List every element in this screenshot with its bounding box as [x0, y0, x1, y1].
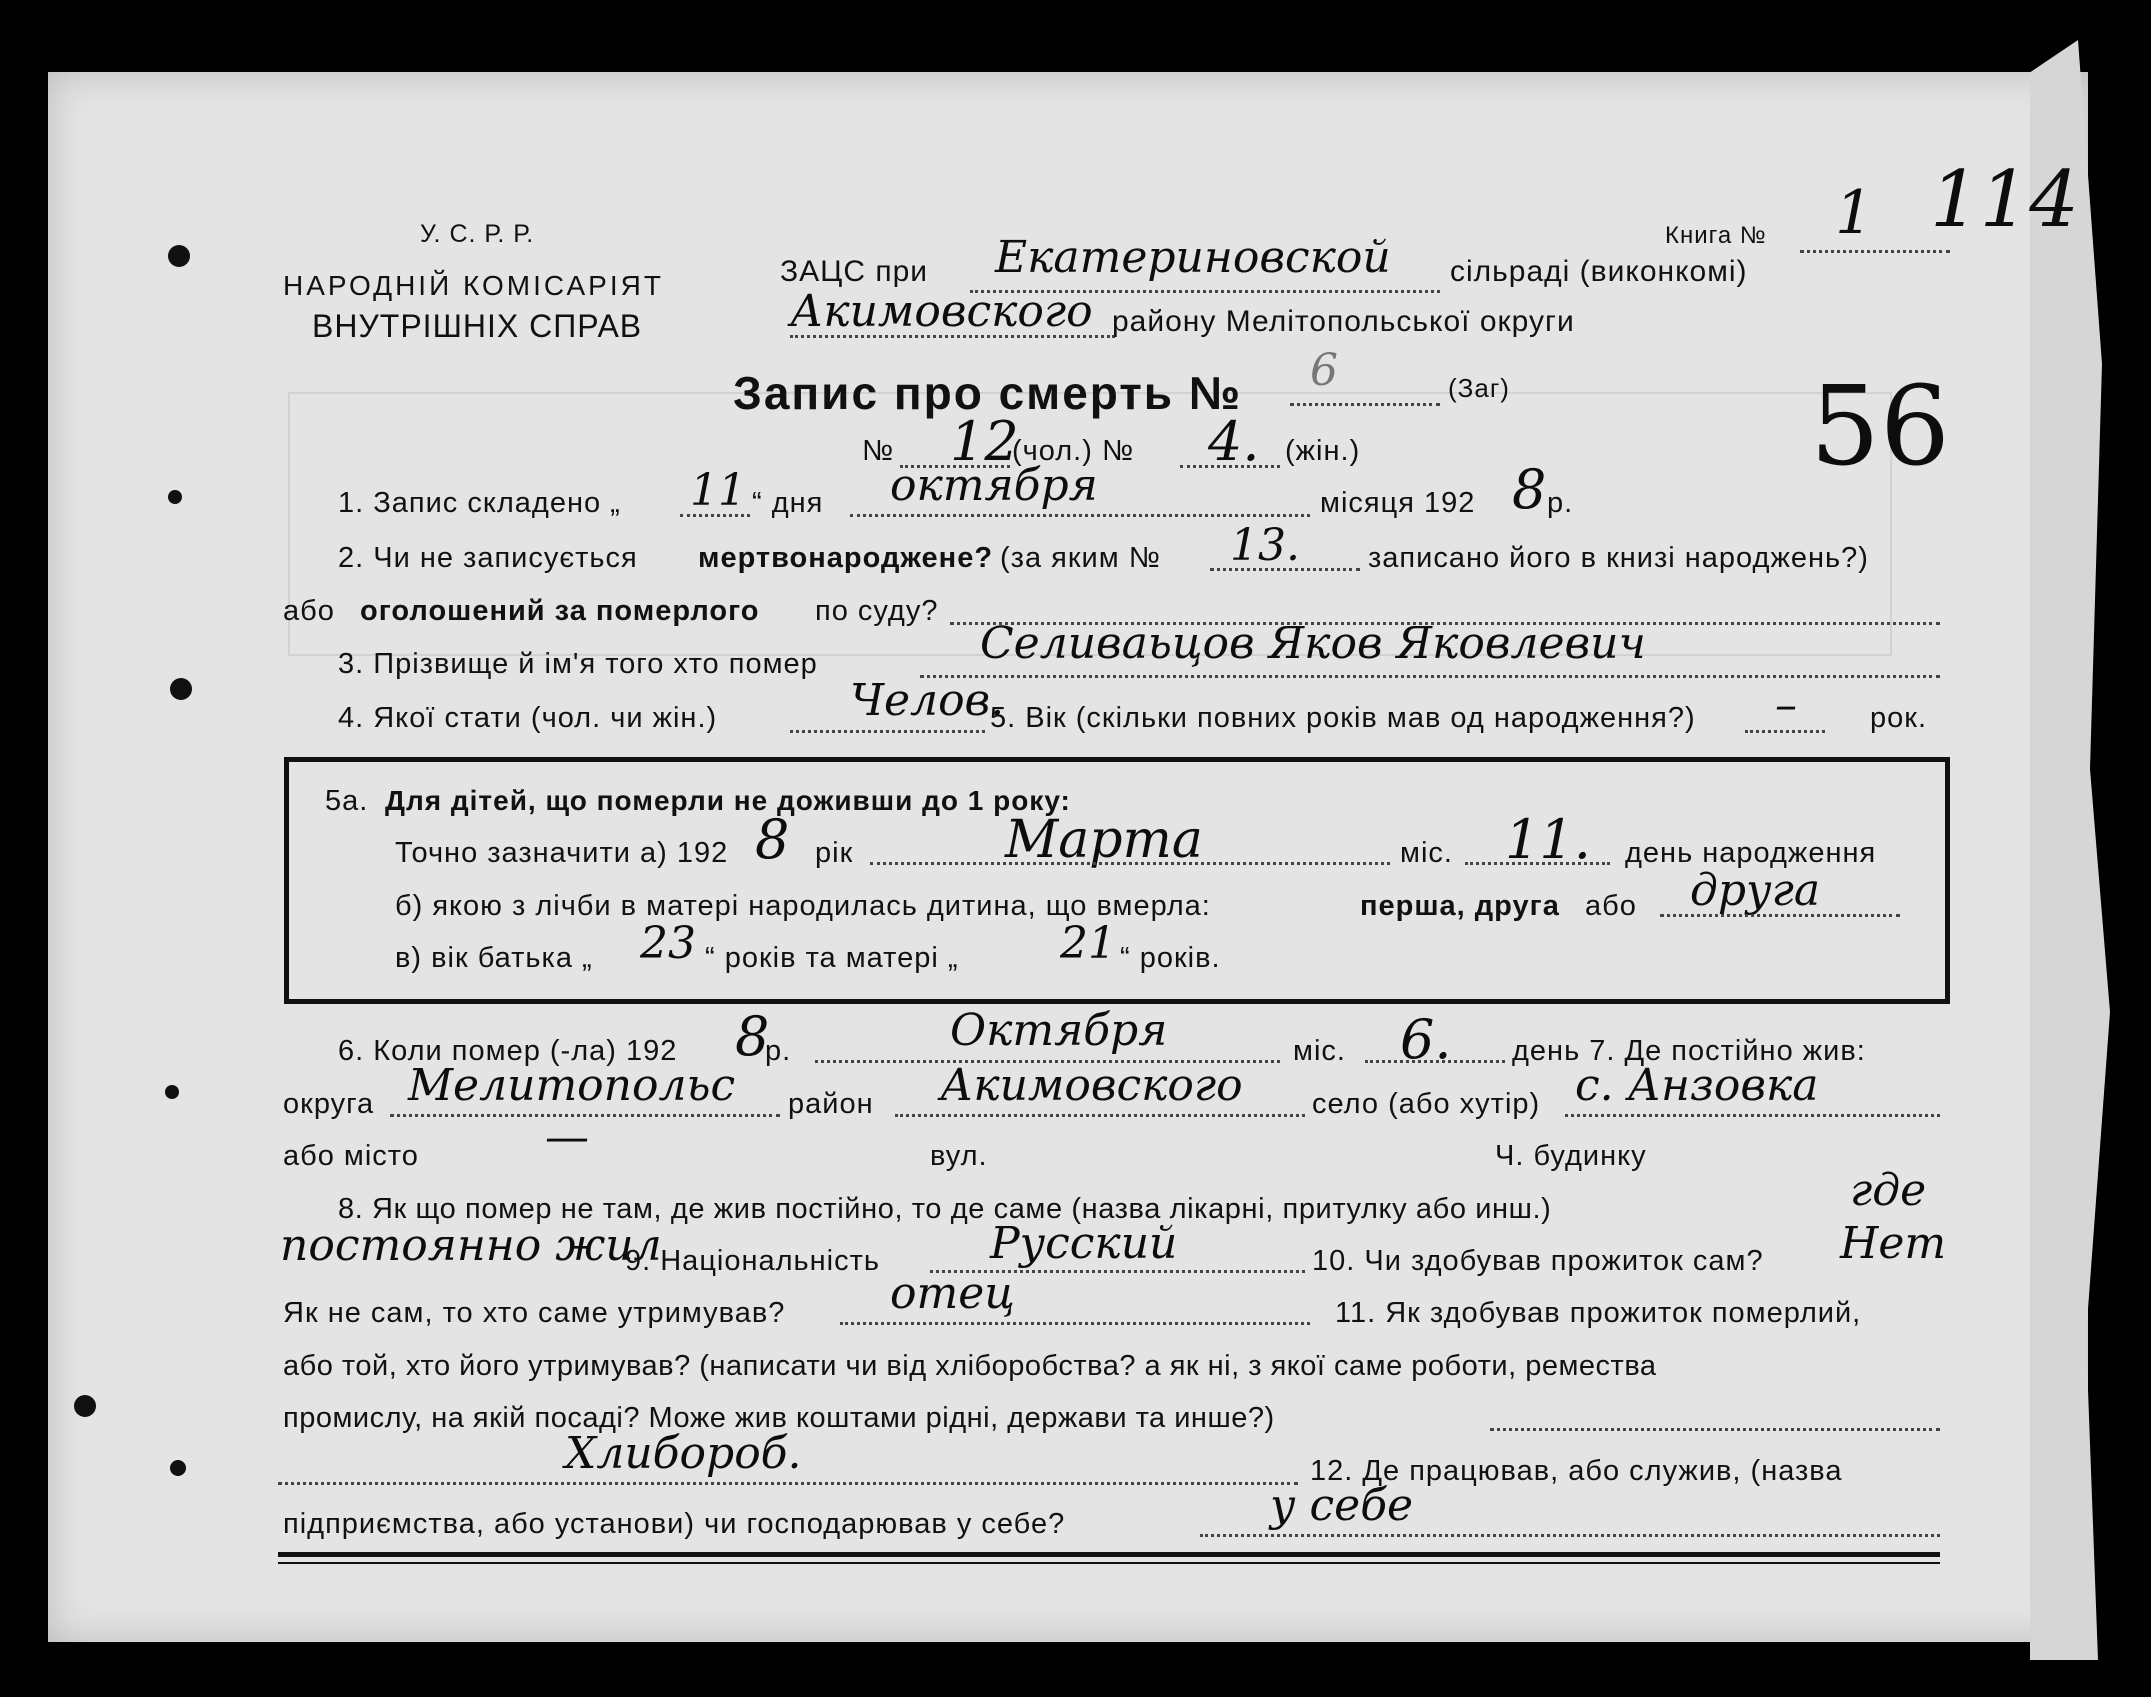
female-label: (жін.)	[1285, 435, 1361, 467]
field11-l3: промислу, на якій посаді? Може жив коштами рідні, держави та инше?)	[283, 1402, 1275, 1434]
bottom-rule-thin	[278, 1562, 1940, 1564]
field8-label: 8. Як що помер не там, де жив постійно, то де саме (назва лікарні, притулку або инш.)	[338, 1193, 1552, 1225]
field2-label: 2. Чи не записується	[338, 542, 638, 574]
field6-year-hw: 8	[735, 1005, 770, 1068]
village-suffix: сільраді (виконкомі)	[1450, 255, 1748, 288]
field7-misto-hw: —	[545, 1112, 589, 1163]
field7-okruga: округа	[283, 1088, 375, 1120]
field6-month-hw: Октября	[950, 1005, 1168, 1056]
field2-end: записано його в книзі народжень?)	[1368, 542, 1869, 574]
field5-label: 5. Вік (скільки повних років мав од народження?)	[990, 702, 1696, 734]
box5a-a-month-line	[870, 862, 1390, 865]
field6-r: р.	[765, 1035, 792, 1067]
book-label: Книга №	[1665, 222, 1767, 249]
field2-no-line	[1210, 568, 1360, 571]
punch-hole	[168, 245, 190, 267]
field5-line	[1745, 730, 1825, 733]
punch-hole	[168, 490, 182, 504]
box5a-a-mis: міс.	[1400, 837, 1453, 869]
field7-raion: район	[788, 1088, 874, 1120]
zags-label: ЗАЦС при	[780, 255, 929, 288]
field5-hw: –	[1775, 680, 1797, 731]
field7-okruga-hw: Мелитопольс	[408, 1060, 736, 1111]
field6-day-line	[1365, 1060, 1505, 1063]
field1-month-line	[850, 514, 1310, 517]
field4-label: 4. Якої стати (чол. чи жін.)	[338, 702, 718, 734]
field9-hw: Русский	[990, 1218, 1178, 1269]
record-number-hw: 6	[1310, 345, 1338, 396]
box5a-a-end: день народження	[1625, 837, 1877, 869]
field4-line	[790, 730, 985, 733]
commissariat-line1: НАРОДНІЙ КОМІСАРІЯТ	[283, 270, 664, 301]
field11-hw: Хлибороб.	[565, 1428, 802, 1479]
box5a-b-line	[1660, 914, 1900, 917]
field12-l2: підприємства, або установи) чи господарював у себе?	[283, 1508, 1066, 1540]
field7-raion-hw: Акимовского	[940, 1060, 1243, 1111]
box5a-b-hw: друга	[1690, 865, 1821, 916]
field2-bold: мертвонароджене?	[698, 542, 994, 574]
box5a-c-label: в) вік батька „	[395, 942, 593, 974]
field10b-label: Як не сам, то хто саме утримував?	[283, 1297, 786, 1329]
punch-hole	[170, 678, 192, 700]
ussr-label: У. С. Р. Р.	[420, 220, 535, 248]
field7-vul: вул.	[930, 1140, 988, 1172]
field2-no-hw: 13.	[1230, 520, 1300, 571]
box5a-c-father-hw: 23	[640, 918, 696, 969]
field3-label: 3. Прізвище й ім'я того хто помер	[338, 648, 818, 680]
female-no-line	[1180, 465, 1280, 468]
field3-hw: Селиваьцов Яков Яковлевич	[980, 618, 1646, 669]
field7-selo: село (або хутір)	[1312, 1088, 1541, 1120]
field3-line	[920, 675, 1940, 678]
field1-label: 1. Запис складено „	[338, 487, 621, 519]
box5a-c-mid: “ років та матері „	[705, 942, 959, 974]
box5a-a-day-hw: 11.	[1505, 808, 1591, 871]
box5a-a-year-hw: 8	[755, 808, 790, 871]
field1-mid: “ дня	[752, 487, 824, 519]
no-label: №	[862, 435, 895, 467]
zag-label: (Заг)	[1448, 373, 1510, 403]
district-line	[790, 335, 1115, 338]
punch-hole	[170, 1460, 186, 1476]
box5a-b-label: б) якою з лічби в матері народилась дитина, що вмерла:	[395, 890, 1211, 922]
book-number-line	[1800, 250, 1950, 253]
male-label: (чол.) №	[1012, 435, 1135, 467]
box5a-b-abo: або	[1585, 890, 1637, 922]
village-hw: Екатериновской	[995, 232, 1391, 283]
field11-line-b	[278, 1482, 1298, 1485]
corner-number-hw: 114	[1930, 155, 2079, 245]
field10b-line	[840, 1322, 1310, 1325]
field7-selo-line	[1565, 1114, 1940, 1117]
field1-day-hw: 11	[690, 465, 746, 516]
field8-hw2: постоянно жил	[280, 1220, 662, 1271]
field1-day-line	[680, 514, 750, 517]
field2b-bold: оголошений за померлого	[360, 595, 760, 627]
field12-line	[1200, 1534, 1940, 1537]
field2-mid: (за яким №	[1000, 542, 1161, 574]
box5a-c-end: “ років.	[1120, 942, 1221, 974]
field2b-pre: або	[283, 595, 335, 627]
field7-selo-hw: с. Анзовка	[1575, 1060, 1819, 1111]
punch-hole	[74, 1395, 96, 1417]
box5a-pre: 5а.	[325, 785, 369, 817]
field6-day-hw: 6.	[1400, 1008, 1452, 1071]
field1-year-hw: 8	[1512, 458, 1547, 521]
field7-budynku: Ч. будинку	[1495, 1140, 1647, 1172]
field2b-end: по суду?	[815, 595, 939, 627]
district-suffix: району Мелітопольської округи	[1112, 305, 1575, 338]
box5a-title: Для дітей, що померли не доживши до 1 року:	[385, 785, 1071, 816]
box5a-c-mother-hw: 21	[1060, 918, 1116, 969]
field11-l2: або той, хто його утримував? (написати чи від хліборобства? а як ні, з якої саме роботи, ремества	[283, 1350, 1657, 1382]
field11-l1: 11. Як здобував прожиток померлий,	[1335, 1297, 1862, 1329]
field4-hw: Челов.	[850, 675, 1005, 726]
box5a-a-month-hw: Марта	[1005, 810, 1203, 870]
torn-paper-edge	[2030, 40, 2110, 1660]
field10b-hw: отец	[890, 1268, 1015, 1319]
box5a-a-rik: рік	[815, 837, 854, 869]
field12-hw: у себе	[1270, 1480, 1414, 1531]
field10-hw: Нет	[1840, 1218, 1947, 1269]
commissariat-line2: ВНУТРІШНІХ СПРАВ	[312, 308, 643, 344]
field10-label: 10. Чи здобував прожиток сам?	[1312, 1245, 1764, 1277]
field9-label: 9. Національність	[625, 1245, 881, 1277]
field12-l1: 12. Де працював, або служив, (назва	[1310, 1455, 1843, 1487]
field1-end: р.	[1547, 487, 1574, 519]
field6-end: день 7. Де постійно жив:	[1512, 1035, 1866, 1067]
box5a-a-label: Точно зазначити а) 192	[395, 837, 729, 869]
field5-end: рок.	[1870, 702, 1928, 734]
field7-raion-line	[895, 1114, 1305, 1117]
book-number-hw: 1	[1835, 178, 1874, 248]
field11-line-a	[1490, 1428, 1940, 1431]
side-number-hw: 56	[1810, 362, 1950, 490]
box5a-a-day-line	[1465, 862, 1610, 865]
field8-hw1: где	[1850, 1165, 1927, 1216]
field6-mis: міс.	[1293, 1035, 1346, 1067]
district-hw: Акимовского	[790, 286, 1093, 337]
bottom-rule-thick	[278, 1552, 1940, 1557]
field7-misto: або місто	[283, 1140, 419, 1172]
field6-label: 6. Коли помер (-ла) 192	[338, 1035, 678, 1067]
field1-month-hw: октября	[890, 460, 1098, 511]
female-no-hw: 4.	[1208, 410, 1260, 473]
box5a-b-bold: перша, друга	[1360, 890, 1560, 922]
male-no-hw: 12	[950, 410, 1019, 473]
record-title: Запис про смерть №	[733, 367, 1243, 419]
field1-month-label: місяця 192	[1320, 487, 1476, 519]
punch-hole	[165, 1085, 179, 1099]
record-number-line	[1290, 403, 1440, 406]
